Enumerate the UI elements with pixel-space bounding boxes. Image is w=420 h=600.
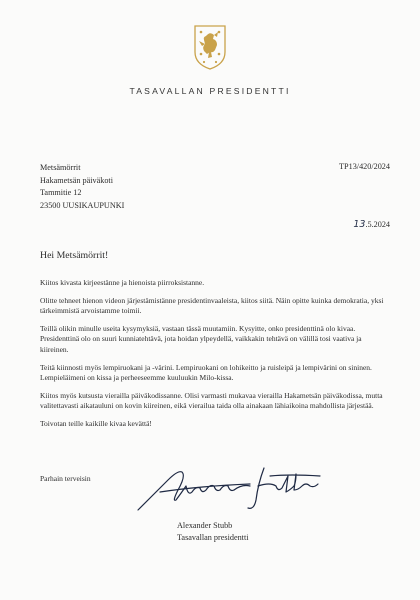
recipient-line: Tammitie 12: [40, 188, 82, 198]
body-paragraph: Teillä olikin minulle useita kysymyksiä, vastaan tässä muutamiin. Kysyitte, onko presidenttinä olo kivaa. Presidenttinä olo on suuri kunniatehtävä, jota hoidan ylpeydellä, vaikkakin tehtävä on välillä tosi vaativa ja kiireinen.: [40, 324, 362, 354]
body-paragraph: Kiitos myös kutsusta vierailla päiväkodissanne. Olisi varmasti mukavaa vierailla Hakametsän päiväkodissa, mutta valitettavasti aikatauluni on kovin kiireinen, eikä vierailua taida olla ainakaan lähiaikoina mahdollista järjestää.: [40, 390, 383, 411]
date-day-handwritten: 13: [353, 219, 366, 230]
body-paragraph: Olitte tehneet hienon videon järjestämistänne presidentinvaaleista, kiitos siitä. Näin opitte kuinka demokratia, yksi tärkeimmistä arvoistamme toimii.: [40, 295, 384, 316]
recipient-line: Hakametsän päiväkoti: [40, 175, 113, 185]
letter-body: [40, 278, 385, 437]
recipient-line: 23500 UUSIKAUPUNKI: [40, 200, 125, 210]
signer-block: [177, 520, 249, 545]
date-month-year: .5.2024: [365, 220, 390, 229]
body-paragraph: Teitä kiinnosti myös lempiruokani ja -värini. Lempiruokani on lohikeitto ja ruisleipä ja lempivärini on sininen. Lempieläimeni on kissa ja perheeseemme kuuluukin Milo-kissa.: [40, 362, 372, 383]
recipient-line: Metsämörrit: [40, 163, 81, 172]
body-paragraph: Kiitos kivasta kirjeestänne ja hienoista piirroksistanne.: [40, 278, 205, 287]
signer-title: Tasavallan presidentti: [177, 533, 249, 543]
greeting: Hei Metsämörrit!: [40, 250, 109, 261]
handwritten-signature: [130, 456, 340, 518]
closing: Parhain terveisin: [40, 474, 91, 483]
reference-number: TP13/420/2024: [339, 162, 390, 171]
letter-date: [353, 219, 390, 230]
recipient-address: [40, 162, 124, 212]
org-title: TASAVALLAN PRESIDENTTI: [129, 86, 291, 96]
signer-name: Alexander Stubb: [177, 521, 233, 530]
body-paragraph: Toivotan teille kaikille kivaa kevättä!: [40, 419, 152, 429]
coat-of-arms-lion-icon: [193, 24, 227, 70]
